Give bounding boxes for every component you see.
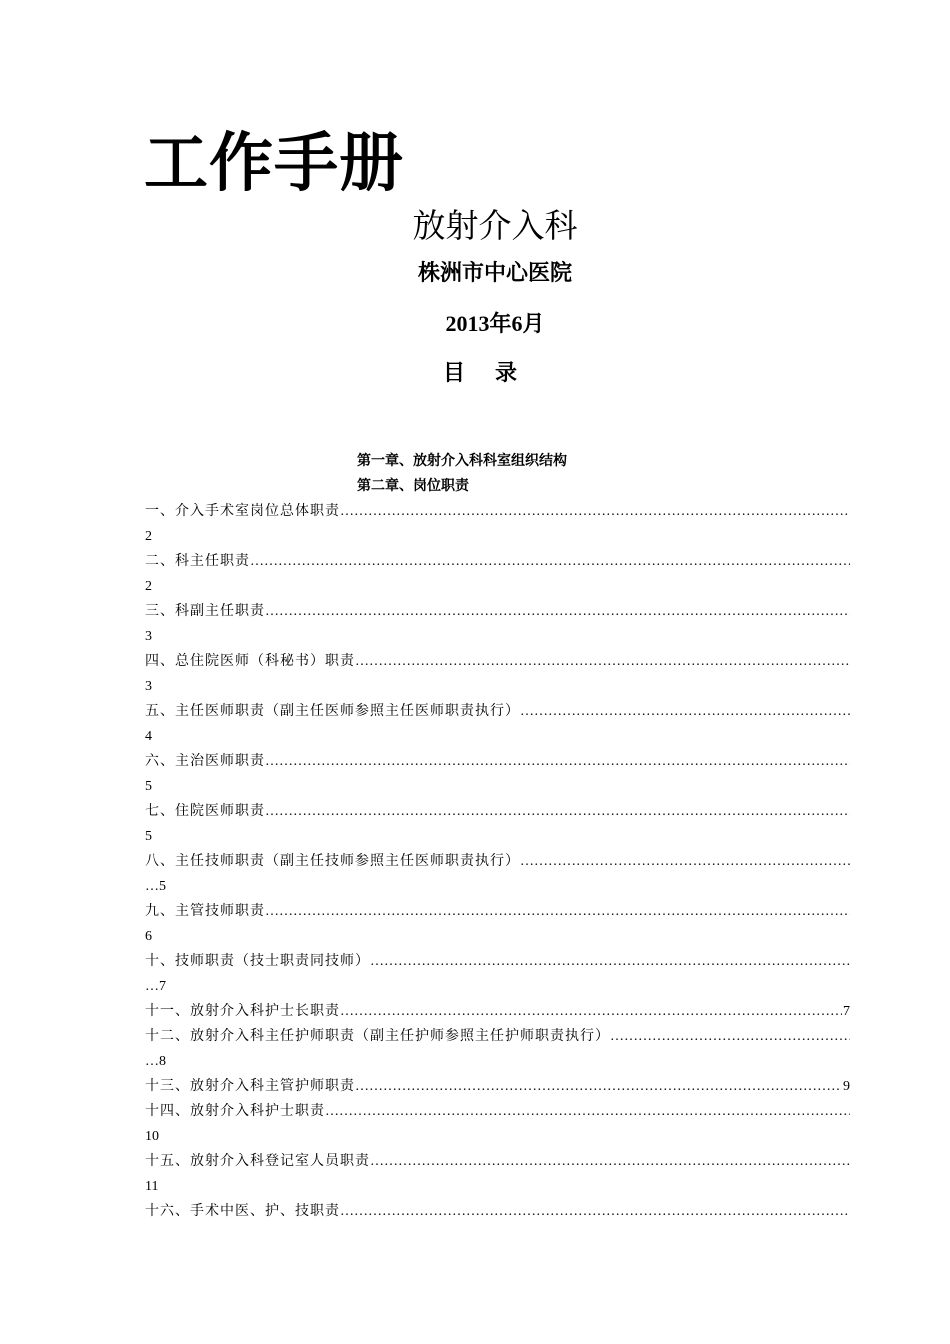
chapter-heading: 第二章、岗位职责 (357, 478, 469, 494)
toc-entry[interactable] (145, 799, 850, 849)
toc-dot-leader (265, 899, 850, 924)
toc-page-line (145, 924, 850, 949)
toc-page-number: 3 (145, 679, 152, 694)
toc-entry-label: 十五、放射介入科登记室人员职责 (145, 1153, 370, 1169)
table-of-contents (145, 499, 850, 1224)
toc-entry-label: 三、科副主任职责 (145, 603, 265, 619)
toc-entry[interactable] (145, 599, 850, 649)
toc-entry[interactable] (145, 749, 850, 799)
toc-entry[interactable] (145, 1024, 850, 1074)
toc-entry-label: 十二、放射介入科主任护师职责（副主任护师参照主任护师职责执行） (145, 1028, 610, 1044)
toc-page-line (145, 974, 850, 999)
toc-dot-leader (340, 1199, 850, 1224)
toc-entry-label: 十一、放射介入科护士长职责 (145, 1003, 340, 1019)
toc-entry[interactable] (145, 849, 850, 899)
toc-page-number: 2 (145, 579, 152, 594)
toc-entry-label: 九、主管技师职责 (145, 903, 265, 919)
toc-entry[interactable] (145, 899, 850, 949)
toc-entry-line (145, 549, 850, 574)
toc-page-number: 9 (843, 1079, 850, 1094)
toc-entry[interactable] (145, 549, 850, 599)
toc-dot-leader (325, 1099, 850, 1124)
toc-entry[interactable] (145, 1149, 850, 1199)
toc-lead-dots: … (145, 1054, 159, 1069)
toc-page-number: 5 (159, 879, 166, 894)
toc-entry-label: 四、总住院医师（科秘书）职责 (145, 653, 355, 669)
toc-entry[interactable] (145, 1074, 850, 1099)
toc-entry[interactable] (145, 499, 850, 549)
toc-page-number: 7 (843, 1004, 850, 1019)
toc-entry-line (145, 999, 850, 1024)
toc-page-number: 3 (145, 629, 152, 644)
toc-page-number: 6 (145, 929, 152, 944)
toc-entry-line (145, 1074, 850, 1099)
toc-entry[interactable] (145, 949, 850, 999)
toc-dot-leader (355, 1074, 842, 1099)
toc-dot-leader (370, 1149, 850, 1174)
toc-dot-leader (340, 499, 850, 524)
toc-page-line (145, 524, 850, 549)
toc-entry-label: 十三、放射介入科主管护师职责 (145, 1078, 355, 1094)
toc-entry-line (145, 849, 850, 874)
toc-lead-dots: … (145, 979, 159, 994)
toc-page-number: 4 (145, 729, 152, 744)
toc-entry-label: 二、科主任职责 (145, 553, 250, 569)
toc-page-number: 2 (145, 529, 152, 544)
toc-entry[interactable] (145, 1099, 850, 1149)
toc-dot-leader (370, 949, 850, 974)
toc-page-number: 8 (159, 1054, 166, 1069)
toc-entry-line (145, 699, 850, 724)
department-name: 放射介入科 (412, 206, 578, 245)
publish-date: 2013年6月 (445, 311, 545, 336)
toc-dot-leader (520, 699, 850, 724)
toc-entry-label: 六、主治医师职责 (145, 753, 265, 769)
toc-page-number: 7 (159, 979, 166, 994)
toc-entry[interactable] (145, 699, 850, 749)
toc-page-line (145, 1049, 850, 1074)
chapter-heading: 第一章、放射介入科科室组织结构 (357, 453, 567, 469)
toc-lead-dots: … (145, 879, 159, 894)
toc-page-line (145, 774, 850, 799)
toc-entry-line (145, 799, 850, 824)
toc-entry-line (145, 599, 850, 624)
toc-page-line (145, 724, 850, 749)
toc-entry-line (145, 899, 850, 924)
toc-dot-leader (250, 549, 850, 574)
toc-entry-label: 十、技师职责（技士职责同技师） (145, 953, 370, 969)
toc-page-number: 11 (145, 1179, 159, 1194)
toc-entry-line (145, 1149, 850, 1174)
toc-page-line (145, 674, 850, 699)
toc-entry-line (145, 949, 850, 974)
toc-page-line (145, 824, 850, 849)
toc-entry-label: 五、主任医师职责（副主任医师参照主任医师职责执行） (145, 703, 520, 719)
toc-entry-line (145, 649, 850, 674)
toc-entry-line (145, 1024, 850, 1049)
manual-title: 工作手册 (144, 127, 404, 201)
toc-dot-leader (265, 749, 850, 774)
toc-heading: 目录 (442, 361, 547, 386)
toc-entry[interactable] (145, 999, 850, 1024)
toc-dot-leader (265, 599, 850, 624)
toc-entry-label: 十六、手术中医、护、技职责 (145, 1203, 340, 1219)
toc-page-line (145, 1174, 850, 1199)
toc-entry-line (145, 1199, 850, 1224)
toc-page-number: 5 (145, 829, 152, 844)
toc-entry-label: 十四、放射介入科护士职责 (145, 1103, 325, 1119)
toc-dot-leader (340, 999, 842, 1024)
toc-entry-line (145, 1099, 850, 1124)
toc-entry-line (145, 499, 850, 524)
toc-page-number: 10 (145, 1129, 159, 1144)
toc-entry-label: 八、主任技师职责（副主任技师参照主任医师职责执行） (145, 853, 520, 869)
toc-entry-line (145, 749, 850, 774)
hospital-name: 株洲市中心医院 (417, 261, 572, 286)
toc-dot-leader (610, 1024, 850, 1049)
toc-page-line (145, 1124, 850, 1149)
toc-entry-label: 七、住院医师职责 (145, 803, 265, 819)
toc-entry[interactable] (145, 1199, 850, 1224)
toc-entry-label: 一、介入手术室岗位总体职责 (145, 503, 340, 519)
toc-dot-leader (355, 649, 850, 674)
toc-dot-leader (520, 849, 850, 874)
toc-page-number: 5 (145, 779, 152, 794)
toc-page-line (145, 574, 850, 599)
toc-page-line (145, 624, 850, 649)
toc-entry[interactable] (145, 649, 850, 699)
toc-dot-leader (265, 799, 850, 824)
toc-page-line (145, 874, 850, 899)
